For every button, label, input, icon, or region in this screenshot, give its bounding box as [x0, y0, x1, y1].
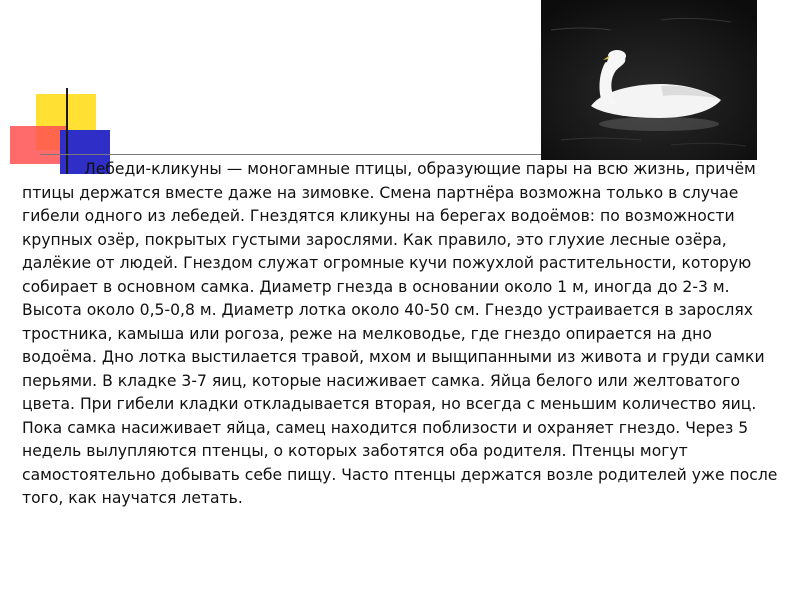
swan-photo	[541, 0, 757, 160]
horizontal-line-decoration	[40, 154, 580, 155]
swan-icon	[541, 0, 757, 160]
body-text: Лебеди-кликуны — моногамные птицы, образующие пары на всю жизнь, причём птицы держатся вместе даже на зимовке. Смена партнёра возможна только в случае гибели одного из лебедей. Гнездятся кликуны на берегах водоёмов: по возможности крупных озёр, покрытых густыми зарослями. Как правило, это глухие лесные озёра, далёкие от людей. Гнездом служат огромные кучи пожухлой растительности, которую собирает в основном самка. Диаметр гнезда в основании около 1 м, иногда до 2-3 м. Высота около 0,5-0,8 м. Диаметр лотка около 40-50 см. Гнездо устраивается в зарослях тростника, камыша или рогоза, реже на мелководье, где гнездо опирается на дно водоёма. Дно лотка выстилается травой, мхом и выщипанными из живота и груди самки перьями. В кладке 3-7 яиц, которые насиживает самка. Яйца белого или желтоватого цвета. При гибели кладки откладывается вторая, но всегда с меньшим количество яиц. Пока самка насиживает яйца, самец находится поблизости и охраняет гнездо. Через 5 недель вылупляются птенцы, о которых заботятся оба родителя. Птенцы могут самостоятельно добывать себе пищу. Часто птенцы держатся возле родителей уже после того, как научатся летать.	[22, 160, 778, 507]
